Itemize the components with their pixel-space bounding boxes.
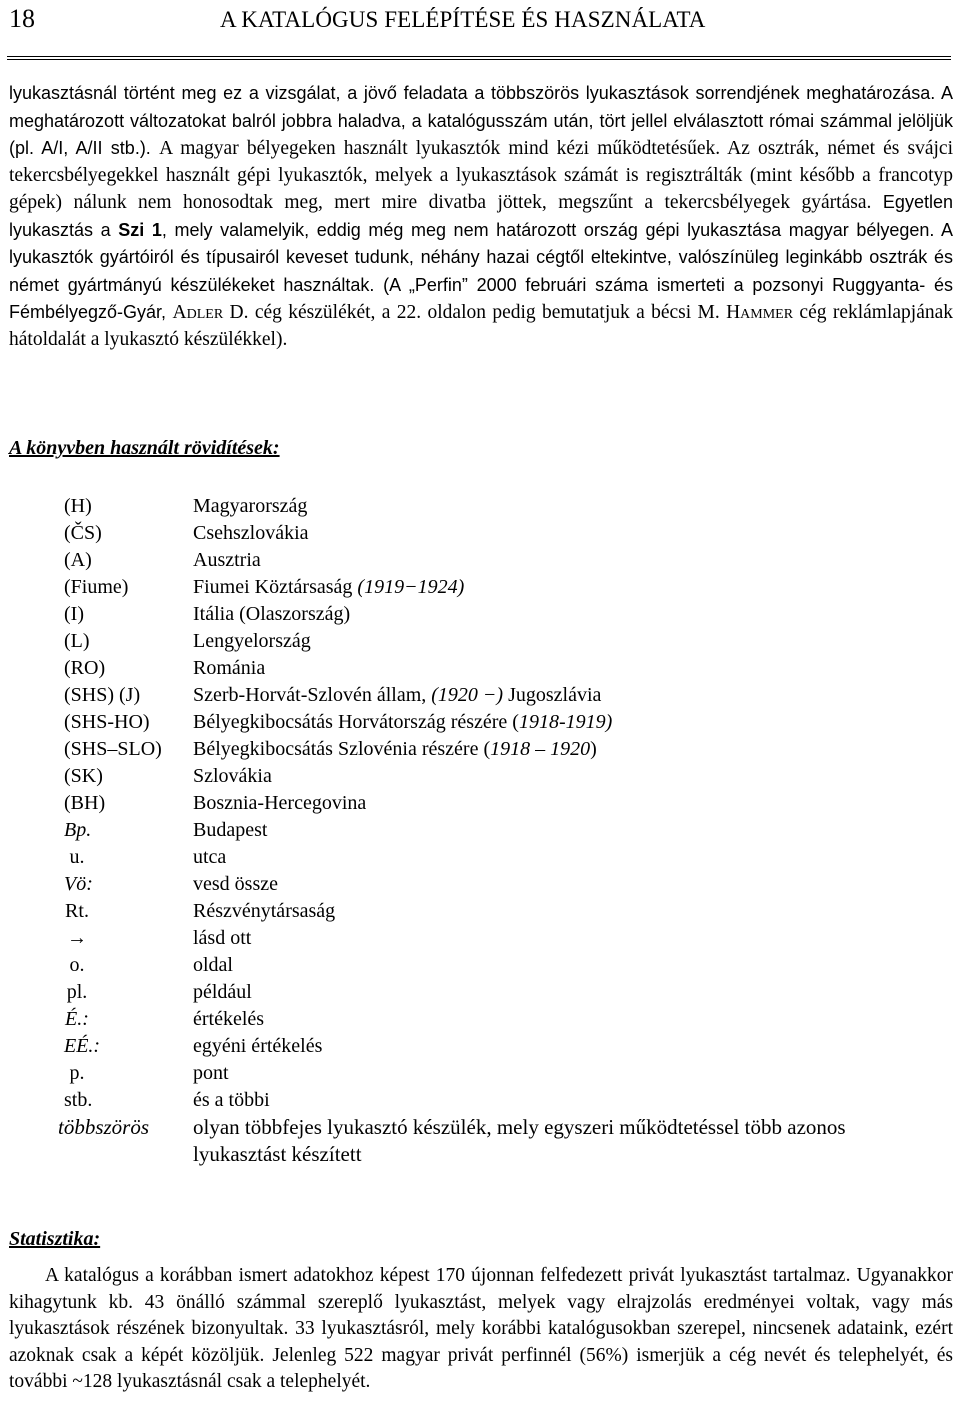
abbreviation-row: [0, 655, 960, 682]
abbreviation-meaning: [193, 1006, 264, 1033]
abbreviation-meaning-italic: (1920 −): [431, 684, 504, 706]
abbreviation-row: [0, 1033, 960, 1060]
abbreviation-meaning: [193, 790, 366, 817]
running-title: A KATALÓGUS FELÉPÍTÉSE ÉS HASZNÁLATA: [220, 7, 706, 32]
intro-part2: A magyar bélyegeken használt lyukasztók mind kézi működtetésűek. Az osztrák, német és svájci tekercsbélyegekkel használt gépi lyukasztók, melyek a lyukasztások számát is regisztrálták (mint később a francotyp gépek) nálunk nem honosodtak meg, mert mire divatba jöttek, megszűnt a tekercsbélyegek gyártása.: [9, 138, 953, 213]
abbreviation-row: [0, 682, 960, 709]
abbreviation-meaning-text: Szerb-Horvát-Szlovén állam,: [193, 684, 432, 706]
abbreviation-meaning-text: például: [193, 981, 252, 1003]
statistics-heading: Statisztika:: [9, 1228, 101, 1250]
abbreviation-row: [0, 709, 960, 736]
abbreviation-row: [0, 1006, 960, 1033]
abbreviation-meaning-text: Itália (Olaszország): [193, 603, 351, 625]
abbreviation-meaning: [193, 1087, 270, 1114]
abbreviation-code: (I): [64, 603, 84, 625]
abbreviation-code: (Fiume): [64, 576, 129, 598]
abbreviations-list: [0, 493, 960, 1168]
abbreviation-meaning-text: Budapest: [193, 819, 268, 841]
abbreviation-meaning-text: olyan többfejes lyukasztó készülék, mely egyszeri működtetéssel több azonos lyukasztást készített: [193, 1115, 846, 1166]
abbreviation-code: Vö:: [64, 873, 93, 895]
abbreviation-meaning-italic: (1919−1924): [357, 576, 465, 598]
abbreviation-meaning: [193, 493, 307, 520]
abbreviation-code: (BH): [64, 792, 106, 814]
abbreviation-meaning-text: Fiumei Köztársaság: [193, 576, 358, 598]
abbreviation-row: [0, 520, 960, 547]
abbreviation-meaning-after: ): [590, 738, 597, 760]
abbreviation-meaning: [193, 952, 233, 979]
abbreviation-meaning-text: Románia: [193, 657, 266, 679]
abbreviation-code: (SHS–SLO): [64, 738, 162, 760]
intro-part3-bold: Szi 1: [118, 219, 162, 240]
abbreviation-meaning: [193, 547, 261, 574]
abbreviation-code: (ČS): [64, 522, 102, 544]
abbreviation-meaning-text: Részvénytársaság: [193, 900, 336, 922]
abbreviation-meaning-text: egyéni értékelés: [193, 1035, 323, 1057]
page-number: 18: [9, 4, 35, 33]
abbreviation-row: [0, 817, 960, 844]
abbreviations-heading: A könyvben használt rövidítések:: [9, 437, 280, 459]
abbreviation-meaning-text: Ausztria: [193, 549, 261, 571]
abbreviation-meaning-text: oldal: [193, 954, 233, 976]
abbreviation-code: Bp.: [64, 819, 92, 841]
abbreviation-row: [0, 1114, 960, 1168]
abbreviation-meaning-italic: 1918 – 1920: [490, 738, 591, 760]
abbreviation-code: pl.: [66, 981, 88, 1003]
abbreviation-row: [0, 898, 960, 925]
abbreviation-row: [0, 736, 960, 763]
abbreviation-code: u.: [69, 846, 85, 868]
abbreviation-meaning: [193, 763, 272, 790]
intro-paragraph: [9, 80, 953, 353]
abbreviation-meaning: [193, 817, 267, 844]
abbreviation-row: [0, 601, 960, 628]
abbreviation-meaning-italic: 1918-1919): [518, 711, 613, 733]
abbreviation-meaning-text: lásd ott: [193, 927, 252, 949]
abbreviation-code: stb.: [64, 1089, 93, 1111]
intro-part3b: , mely valamelyik, eddig még meg nem határozott ország gépi lyukasztása magyar bélyegen. A lyukasztók gyártóiról és típusairól keveset tudunk, néhány hazai cégtől eltekintve, valószínüleg leginkább osztrák és német gyártmányú készülékeket használtak. (A „Perfin” 2000 februári száma ismerteti a pozsonyi Ruggyanta- és Fémbélyegző-Gyár,: [9, 219, 953, 322]
abbreviation-meaning: [193, 655, 265, 682]
intro-part3a: Egyetlen lyukasztás a: [9, 192, 953, 240]
intro-part3c: D. cég készülékét, a 22. oldalon pedig bemutatjuk a bécsi M.: [223, 302, 727, 323]
abbreviation-code: →: [67, 927, 87, 949]
abbreviation-row: [0, 1087, 960, 1114]
abbreviation-meaning: [193, 1114, 933, 1168]
abbreviation-code: (H): [64, 495, 92, 517]
abbreviation-code: (RO): [64, 657, 106, 679]
abbreviation-meaning-text: Magyarország: [193, 495, 308, 517]
abbreviation-meaning: [193, 574, 464, 601]
intro-adler: Adler: [172, 302, 224, 323]
abbreviation-row: [0, 952, 960, 979]
intro-part3d: cég reklámlapjának hátoldalát a lyukasztó készülékkel).: [9, 302, 954, 350]
abbreviation-row: [0, 574, 960, 601]
abbreviation-meaning-text: vesd össze: [193, 873, 278, 895]
abbreviation-code: (L): [64, 630, 90, 652]
header-rule: [7, 56, 951, 60]
abbreviation-row: [0, 547, 960, 574]
abbreviation-code: (A): [64, 549, 92, 571]
abbreviation-meaning: [193, 1033, 322, 1060]
abbreviation-meaning: [193, 736, 597, 763]
abbreviation-code: többszörös: [58, 1115, 150, 1139]
abbreviation-meaning: [193, 520, 309, 547]
page-header: [0, 0, 960, 52]
abbreviation-meaning: [193, 871, 278, 898]
abbreviation-meaning-text: pont: [193, 1062, 229, 1084]
abbreviation-meaning-text: értékelés: [193, 1008, 265, 1030]
abbreviation-meaning: [193, 682, 601, 709]
abbreviation-meaning: [193, 709, 612, 736]
abbreviation-meaning-text: Bélyegkibocsátás Szlovénia részére (: [193, 738, 491, 760]
abbreviation-code: Rt.: [65, 900, 89, 922]
abbreviation-meaning: [193, 898, 335, 925]
abbreviation-meaning: [193, 601, 350, 628]
abbreviation-row: [0, 1060, 960, 1087]
abbreviation-meaning-after: Jugoszlávia: [503, 684, 602, 706]
abbreviation-meaning-text: Szlovákia: [193, 765, 272, 787]
intro-part1: lyukasztásnál történt meg ez a vizsgálat, a jövő feladata a többszörös lyukasztások sorrendjének meghatározása. A meghatározott változatokat balról jobbra haladva, a katalógusszám után, tört jellel elválasztott római számmal jelöljük (pl. A/I, A/II stb.).: [9, 83, 953, 158]
abbreviation-code: (SHS-HO): [64, 711, 150, 733]
abbreviation-meaning-text: Bosznia-Hercegovina: [193, 792, 367, 814]
abbreviation-code: É.:: [65, 1008, 89, 1030]
abbreviation-row: [0, 628, 960, 655]
abbreviation-row: [0, 763, 960, 790]
abbreviation-meaning: [193, 979, 252, 1006]
abbreviation-row: [0, 790, 960, 817]
abbreviation-row: [0, 979, 960, 1006]
abbreviation-code: p.: [69, 1062, 85, 1084]
abbreviation-code: (SHS) (J): [64, 684, 141, 706]
abbreviation-meaning: [193, 1060, 229, 1087]
abbreviation-meaning-text: Csehszlovákia: [193, 522, 309, 544]
abbreviation-meaning-text: Lengyelország: [193, 630, 311, 652]
abbreviation-code: (SK): [64, 765, 103, 787]
abbreviation-meaning: [193, 925, 251, 952]
abbreviation-row: [0, 493, 960, 520]
abbreviation-meaning-text: Bélyegkibocsátás Horvátország részére (: [193, 711, 519, 733]
abbreviation-row: [0, 925, 960, 952]
statistics-paragraph: A katalógus a korábban ismert adatokhoz képest 170 újonnan felfedezett privát lyukasztást tartalmaz. Ugyanakkor kihagytunk kb. 43 önálló számmal szereplő lyukasztást, melyek vagy elrajzolás eredményei voltak, vagy más lyukasztások részének bizonyultak. 33 lyukasztásról, mely korábbi katalógusokban szerepel, nincsenek adataink, ezért azoknak csak a képét közöljük. Jelenleg 522 magyar privát perfinnél (56%) ismerjük a cég nevét és telephelyét, és további ~128 lyukasztásnál csak a telephelyét.: [9, 1265, 953, 1392]
abbreviation-meaning: [193, 628, 311, 655]
abbreviation-code: o.: [69, 954, 85, 976]
abbreviation-row: [0, 871, 960, 898]
intro-hammer: Hammer: [726, 302, 794, 323]
abbreviation-row: [0, 844, 960, 871]
abbreviation-meaning-text: utca: [193, 846, 227, 868]
abbreviation-code: EÉ.:: [64, 1035, 101, 1057]
abbreviation-meaning-text: és a többi: [193, 1089, 270, 1111]
abbreviation-meaning: [193, 844, 226, 871]
